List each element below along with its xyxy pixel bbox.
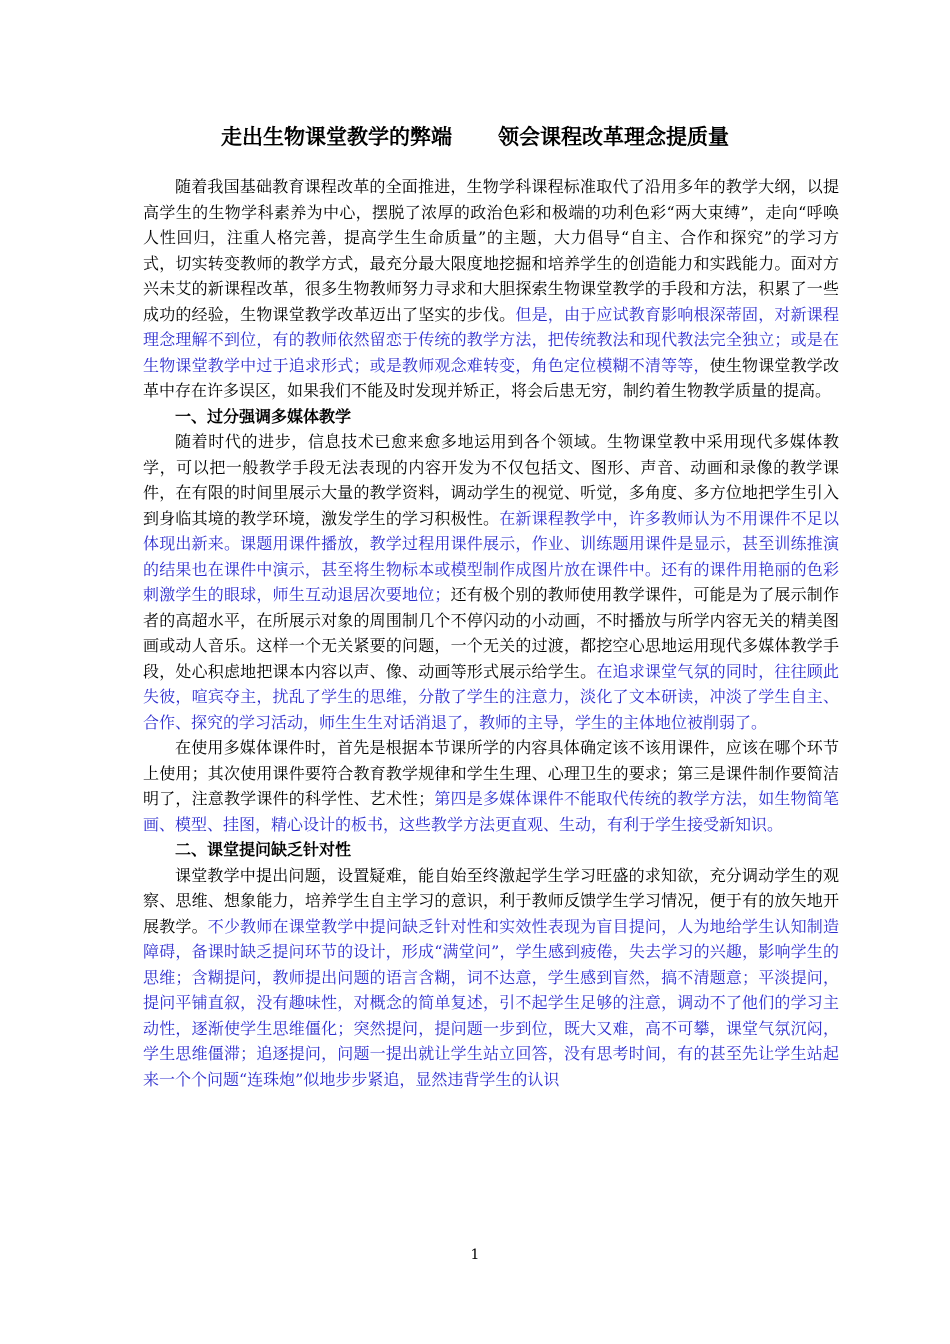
text-run: 随着时代的进步，信息技术已愈来愈多地运用到各个领域。生物课堂教中采用现代多媒体教学，可以把一般教学手段无法表现的内容开发为不仅包括文、图形、声音、动画和录像的教学课件，在有限的时间里展示大量的教学资料，调动学生的视觉、听觉，多角度、多方位地把学生引入到身临其境的教学环境，激发学生的学习积极性。 (143, 432, 839, 528)
highlighted-text: 在追求课堂气氛的同时，往往顾此失彼，喧宾夺主，扰乱了学生的思维，分散了学生的注意力，淡化了文本研读，冲淡了学生自主、合作、探究的学习活动，师生生生对话消退了，教师的主导，学生的主体地位被削弱了。 (143, 661, 839, 732)
document-body (143, 174, 839, 1092)
highlighted-text: 第四是多媒体课件不能取代传统的教学方法，如生物简笔画、模型、挂图，精心设计的板书，这些教学方法更直观、生动，有利于学生接受新知识。 (143, 789, 839, 834)
text-run: 随着我国基础教育课程改革的全面推进，生物学科课程标准取代了沿用多年的教学大纲，以提高学生的生物学科素养为中心，摆脱了浓厚的政治色彩和极端的功利色彩“两大束缚”，走向“呼唤人性回归，注重人格完善，提高学生生命质量”的主题，大力倡导“自主、合作和探究”的学习方式，切实转变教师的教学方式，最充分最大限度地挖掘和培养学生的创造能力和实践能力。面对方兴未艾的新课程改革，很多生物教师努力寻求和大胆探索生物课堂教学的手段和方法，积累了一些成功的经验，生物课堂教学改革迈出了坚实的步伐。 (143, 177, 839, 324)
title-right: 领会课程改革理念提质量 (498, 124, 729, 149)
text-run: 使生物课堂教学改革中存在许多误区，如果我们不能及时发现并矫正，将会后患无穷，制约着生物教学质量的提高。 (143, 355, 839, 400)
paragraph-questioning (143, 863, 839, 1093)
paragraph-multimedia (143, 429, 839, 735)
section-heading-2: 二、课堂提问缺乏针对性 (175, 840, 352, 859)
highlighted-text: 不少教师在课堂教学中提问缺乏针对性和实效性表现为盲目提问，人为地给学生认知制造障碍，备课时缺乏提问环节的设计，形成“满堂问”，学生感到疲倦，失去学习的兴趣，影响学生的思维；含糊提问，教师提出问题的语言含糊，词不达意，学生感到盲然，搞不清题意；平淡提问，提问平铺直叙，没有趣味性，对概念的简单复述，引不起学生足够的注意，调动不了他们的学习主动性，逐渐使学生思维僵化；突然提问，提问题一步到位，既大又难，高不可攀，课堂气氛沉闷，学生思维僵滞；追逐提问，问题一提出就让学生站立回答，没有思考时间，有的甚至先让学生站起来一个个问题“连珠炮”似地步步紧追，显然违背学生的认识 (143, 916, 839, 1089)
text-run: 还有极个别的教师使用教学课件，可能是为了展示制作者的高超水平，在所展示对象的周围制几个不停闪动的小动画，不时播放与所学内容无关的精美图画或动人音乐。这样一个无关紧要的问题，一个无关的过渡，都挖空心思地运用现代多媒体教学手段，处心积虑地把课本内容以声、像、动画等形式展示给学生。 (143, 585, 839, 681)
highlighted-text: 但是，由于应试教育影响根深蒂固，对新课程理念理解不到位，有的教师依然留恋于传统的教学方法，把传统教法和现代教法完全独立；或是在生物课堂教学中过于追求形式；或是教师观念难转变，角色定位模糊不清等等， (143, 304, 839, 375)
text-run: 课堂教学中提出问题，设置疑难，能自始至终激起学生学习旺盛的求知欲，充分调动学生的观察、思维、想象能力，培养学生自主学习的意识，利于教师反馈学生学习情况，便于有的放矢地开展教学。 (143, 865, 839, 936)
highlighted-text: 在新课程教学中，许多教师认为不用课件不足以体现出新来。课题用课件播放，教学过程用课件展示，作业、训练题用课件是显示，甚至训练推演的结果也在课件中演示，甚至将生物标本或模型制作成图片放在课件中。还有的课件用艳丽的色彩刺激学生的眼球，师生互动退居次要地位； (143, 508, 839, 604)
paragraph-courseware-use (143, 735, 839, 837)
section-heading-1: 一、过分强调多媒体教学 (175, 406, 352, 426)
title-left: 走出生物课堂教学的弊端 (221, 124, 452, 149)
paragraph-intro (143, 174, 839, 404)
text-run: 在使用多媒体课件时，首先是根据本节课所学的内容具体确定该不该用课件，应该在哪个环节上使用；其次使用课件要符合教育教学规律和学生生理、心理卫生的要求；第三是课件制作要简洁明了，注意教学课件的科学性、艺术性； (143, 738, 839, 808)
document-title (143, 122, 807, 152)
page-number: 1 (470, 1247, 480, 1263)
